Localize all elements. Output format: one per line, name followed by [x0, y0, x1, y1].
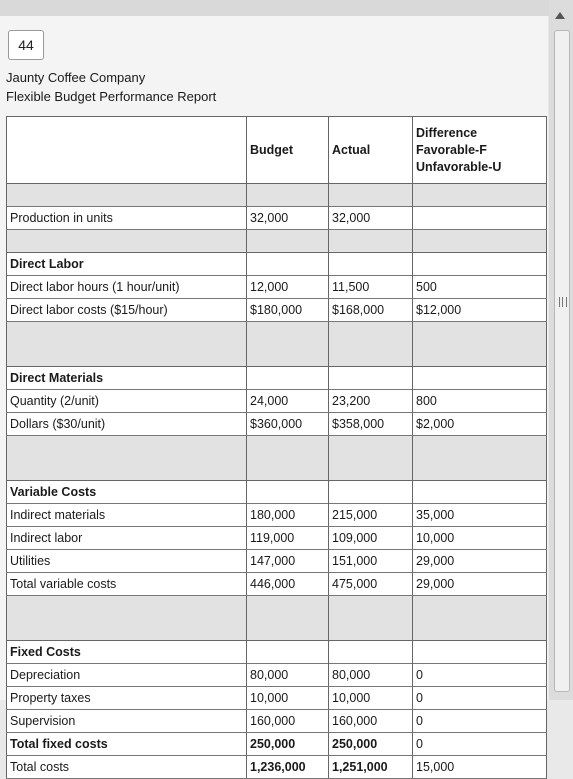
spacer-row [7, 436, 547, 459]
row-actual: 250,000 [329, 733, 413, 756]
table-row [7, 733, 547, 756]
spacer-row [7, 322, 547, 345]
row-budget: 147,000 [247, 550, 329, 573]
row-label: Property taxes [7, 687, 247, 710]
row-diff: 29,000 [413, 573, 547, 596]
row-diff: $2,000 [413, 413, 547, 436]
spacer-row [7, 596, 547, 619]
question-number-badge: 44 [8, 30, 44, 60]
row-actual: 151,000 [329, 550, 413, 573]
row-label: Direct labor costs ($15/hour) [7, 299, 247, 322]
section-title: Direct Materials [7, 367, 247, 390]
production-actual: 32,000 [329, 207, 413, 230]
header-actual: Actual [329, 117, 413, 184]
row-budget: 119,000 [247, 527, 329, 550]
row-label: Quantity (2/unit) [7, 390, 247, 413]
table-row [7, 413, 547, 436]
row-actual: 23,200 [329, 390, 413, 413]
grip-icon [559, 297, 567, 307]
row-actual: 475,000 [329, 573, 413, 596]
row-label: Direct labor hours (1 hour/unit) [7, 276, 247, 299]
production-row [7, 207, 547, 230]
spacer-row [7, 184, 547, 207]
scroll-up-icon[interactable] [555, 12, 565, 19]
row-label: Depreciation [7, 664, 247, 687]
table-row [7, 687, 547, 710]
spacer-row [7, 618, 547, 641]
row-actual: 160,000 [329, 710, 413, 733]
table-row [7, 550, 547, 573]
row-label: Total variable costs [7, 573, 247, 596]
table-row [7, 390, 547, 413]
row-diff: 35,000 [413, 504, 547, 527]
section-direct-labor [7, 253, 547, 276]
table-row [7, 756, 547, 779]
row-budget: 160,000 [247, 710, 329, 733]
row-diff: 15,000 [413, 756, 547, 779]
row-budget: 80,000 [247, 664, 329, 687]
section-title: Fixed Costs [7, 641, 247, 664]
row-budget: 10,000 [247, 687, 329, 710]
row-diff: 0 [413, 664, 547, 687]
row-actual: 11,500 [329, 276, 413, 299]
production-label: Production in units [7, 207, 247, 230]
table-row [7, 276, 547, 299]
header-blank [7, 117, 247, 184]
row-label: Utilities [7, 550, 247, 573]
table-row [7, 573, 547, 596]
header-difference-line3: Unfavorable-U [416, 159, 502, 174]
row-actual: 109,000 [329, 527, 413, 550]
header-difference-line1: Difference [416, 125, 478, 140]
row-budget: 1,236,000 [247, 756, 329, 779]
spacer-row [7, 230, 547, 253]
row-diff: 800 [413, 390, 547, 413]
header-difference [413, 117, 547, 184]
row-diff: 29,000 [413, 550, 547, 573]
section-direct-materials [7, 367, 547, 390]
table-row [7, 527, 547, 550]
header-row [7, 117, 547, 184]
row-budget: 250,000 [247, 733, 329, 756]
table-row [7, 299, 547, 322]
section-fixed-costs [7, 641, 547, 664]
row-budget: $180,000 [247, 299, 329, 322]
row-budget: $360,000 [247, 413, 329, 436]
performance-report-table [6, 116, 547, 779]
table-row [7, 710, 547, 733]
company-name: Jaunty Coffee Company [6, 70, 146, 85]
report-title: Flexible Budget Performance Report [6, 89, 217, 104]
header-difference-line2: Favorable-F [416, 142, 487, 157]
section-title: Direct Labor [7, 253, 247, 276]
row-label: Dollars ($30/unit) [7, 413, 247, 436]
header-budget: Budget [247, 117, 329, 184]
section-title: Variable Costs [7, 481, 247, 504]
row-budget: 446,000 [247, 573, 329, 596]
row-label: Supervision [7, 710, 247, 733]
row-label: Indirect materials [7, 504, 247, 527]
row-actual: 10,000 [329, 687, 413, 710]
production-diff [413, 207, 547, 230]
row-budget: 180,000 [247, 504, 329, 527]
row-label: Indirect labor [7, 527, 247, 550]
row-diff: 10,000 [413, 527, 547, 550]
spacer-row [7, 344, 547, 367]
row-budget: 24,000 [247, 390, 329, 413]
table-row [7, 664, 547, 687]
row-diff: 0 [413, 687, 547, 710]
spacer-row [7, 458, 547, 481]
row-label: Total costs [7, 756, 247, 779]
row-diff: 500 [413, 276, 547, 299]
row-diff: $12,000 [413, 299, 547, 322]
production-budget: 32,000 [247, 207, 329, 230]
row-budget: 12,000 [247, 276, 329, 299]
row-actual: 1,251,000 [329, 756, 413, 779]
table-row [7, 504, 547, 527]
vertical-scrollbar[interactable] [549, 0, 573, 700]
row-actual: $358,000 [329, 413, 413, 436]
row-diff: 0 [413, 733, 547, 756]
row-label: Total fixed costs [7, 733, 247, 756]
scroll-thumb[interactable] [554, 30, 570, 692]
row-actual: $168,000 [329, 299, 413, 322]
row-actual: 80,000 [329, 664, 413, 687]
section-variable-costs [7, 481, 547, 504]
row-actual: 215,000 [329, 504, 413, 527]
top-bar [0, 0, 573, 16]
row-diff: 0 [413, 710, 547, 733]
